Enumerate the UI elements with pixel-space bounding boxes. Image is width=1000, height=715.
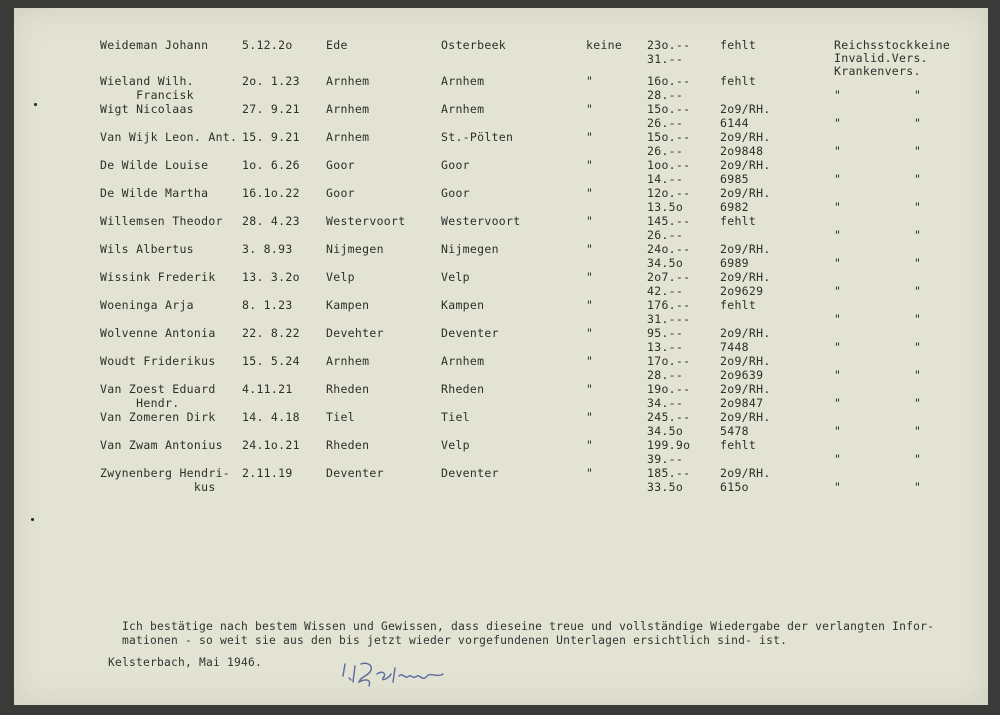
note-cell: ": [586, 438, 594, 452]
person-name: Wissink Frederik: [100, 270, 216, 284]
last-column: keine: [914, 38, 951, 52]
insurance: ": [834, 480, 842, 494]
birth-place: Goor: [326, 158, 355, 172]
amount: 1oo.--: [647, 158, 691, 172]
amount: 12o.--: [647, 186, 691, 200]
birth-place: Nijmegen: [326, 242, 384, 256]
reference: fehlt: [720, 38, 757, 52]
note-cell: ": [586, 410, 594, 424]
birth-date: 1o. 6.26: [242, 158, 300, 172]
last-column: ": [914, 340, 922, 354]
person-name: Wils Albertus: [100, 242, 194, 256]
paper-speck: [31, 518, 34, 521]
birth-date: 8. 1.23: [242, 298, 293, 312]
reference: fehlt: [720, 298, 757, 312]
note-cell: ": [586, 214, 594, 228]
birth-place: Deventer: [326, 466, 384, 480]
residence: St.-Pölten: [441, 130, 514, 144]
reference: 7448: [720, 340, 749, 354]
person-name: Wieland Wilh.: [100, 74, 194, 88]
person-name: De Wilde Louise: [100, 158, 209, 172]
insurance: ": [834, 172, 842, 186]
birth-date: 27. 9.21: [242, 102, 300, 116]
document-page: [14, 8, 988, 705]
insurance: ": [834, 368, 842, 382]
residence: Arnhem: [441, 102, 485, 116]
insurance: ": [834, 424, 842, 438]
amount: 19o.--: [647, 382, 691, 396]
birth-place: Arnhem: [326, 74, 370, 88]
residence: Osterbeek: [441, 38, 507, 52]
insurance: ": [834, 88, 842, 102]
birth-date: 15. 5.24: [242, 354, 300, 368]
birth-date: 28. 4.23: [242, 214, 300, 228]
birth-date: 15. 9.21: [242, 130, 300, 144]
insurance: Invalid.Vers.: [834, 51, 928, 65]
person-name: Van Wijk Leon. Ant.: [100, 130, 238, 144]
birth-date: 16.1o.22: [242, 186, 300, 200]
amount: 34.--: [647, 396, 684, 410]
residence: Westervoort: [441, 214, 521, 228]
note-cell: ": [586, 270, 594, 284]
last-column: ": [914, 480, 922, 494]
birth-place: Goor: [326, 186, 355, 200]
reference: 2o9639: [720, 368, 764, 382]
paper-speck: [34, 103, 37, 106]
birth-place: Arnhem: [326, 354, 370, 368]
amount: 31.--: [647, 52, 684, 66]
amount: 23o.--: [647, 38, 691, 52]
note-cell: keine: [586, 38, 623, 52]
person-name: Hendr.: [100, 396, 180, 410]
person-name: Van Zoest Eduard: [100, 382, 216, 396]
residence: Arnhem: [441, 354, 485, 368]
residence: Goor: [441, 158, 470, 172]
birth-place: Velp: [326, 270, 355, 284]
reference: 6985: [720, 172, 749, 186]
birth-date: 3. 8.93: [242, 242, 293, 256]
person-name: Francisk: [100, 88, 194, 102]
place-date: Kelsterbach, Mai 1946.: [108, 656, 263, 669]
reference: 5478: [720, 424, 749, 438]
reference: 2o9629: [720, 284, 764, 298]
amount: 26.--: [647, 116, 684, 130]
birth-date: 2.11.19: [242, 466, 293, 480]
note-cell: ": [586, 326, 594, 340]
amount: 16o.--: [647, 74, 691, 88]
amount: 15o.--: [647, 130, 691, 144]
reference: 2o9/RH.: [720, 382, 771, 396]
reference: fehlt: [720, 438, 757, 452]
insurance: ": [834, 396, 842, 410]
amount: 15o.--: [647, 102, 691, 116]
amount: 14.--: [647, 172, 684, 186]
reference: 2o9847: [720, 396, 764, 410]
amount: 13.--: [647, 340, 684, 354]
residence: Rheden: [441, 382, 485, 396]
residence: Nijmegen: [441, 242, 499, 256]
person-name: Weideman Johann: [100, 38, 209, 52]
birth-place: Tiel: [326, 410, 355, 424]
last-column: ": [914, 88, 922, 102]
birth-place: Westervoort: [326, 214, 406, 228]
birth-place: Arnhem: [326, 102, 370, 116]
person-name: kus: [100, 480, 216, 494]
amount: 2o7.--: [647, 270, 691, 284]
person-name: Wigt Nicolaas: [100, 102, 194, 116]
insurance: ": [834, 116, 842, 130]
insurance: Reichsstock: [834, 38, 914, 52]
residence: Goor: [441, 186, 470, 200]
amount: 28.--: [647, 368, 684, 382]
amount: 34.5o: [647, 256, 684, 270]
last-column: ": [914, 228, 922, 242]
insurance: ": [834, 452, 842, 466]
amount: 176.--: [647, 298, 691, 312]
birth-place: Rheden: [326, 438, 370, 452]
person-name: Willemsen Theodor: [100, 214, 223, 228]
reference: 2o9/RH.: [720, 130, 771, 144]
residence: Kampen: [441, 298, 485, 312]
residence: Velp: [441, 270, 470, 284]
insurance: Krankenvers.: [834, 64, 921, 78]
amount: 34.5o: [647, 424, 684, 438]
amount: 31.---: [647, 312, 691, 326]
last-column: ": [914, 256, 922, 270]
reference: fehlt: [720, 214, 757, 228]
reference: 6982: [720, 200, 749, 214]
reference: 2o9/RH.: [720, 354, 771, 368]
amount: 33.5o: [647, 480, 684, 494]
insurance: ": [834, 228, 842, 242]
amount: 39.--: [647, 452, 684, 466]
birth-date: 13. 3.2o: [242, 270, 300, 284]
person-name: Van Zwam Antonius: [100, 438, 223, 452]
note-cell: ": [586, 74, 594, 88]
note-cell: ": [586, 158, 594, 172]
reference: 2o9/RH.: [720, 242, 771, 256]
birth-place: Devehter: [326, 326, 384, 340]
certification-line-2: mationen - so weit sie aus den bis jetzt wieder vorgefundenen Unterlagen ersichtlich sind- ist.: [122, 634, 788, 647]
birth-date: 24.1o.21: [242, 438, 300, 452]
reference: 2o9848: [720, 144, 764, 158]
amount: 17o.--: [647, 354, 691, 368]
note-cell: ": [586, 186, 594, 200]
last-column: ": [914, 452, 922, 466]
last-column: ": [914, 284, 922, 298]
birth-place: Ede: [326, 38, 348, 52]
note-cell: ": [586, 354, 594, 368]
last-column: ": [914, 144, 922, 158]
birth-place: Arnhem: [326, 130, 370, 144]
reference: 2o9/RH.: [720, 186, 771, 200]
reference: 2o9/RH.: [720, 102, 771, 116]
amount: 185.--: [647, 466, 691, 480]
residence: Tiel: [441, 410, 470, 424]
signature-icon: [339, 656, 459, 690]
amount: 26.--: [647, 144, 684, 158]
amount: 95.--: [647, 326, 684, 340]
insurance: ": [834, 144, 842, 158]
last-column: ": [914, 368, 922, 382]
birth-place: Rheden: [326, 382, 370, 396]
reference: 2o9/RH.: [720, 466, 771, 480]
insurance: ": [834, 256, 842, 270]
birth-place: Kampen: [326, 298, 370, 312]
residence: Deventer: [441, 326, 499, 340]
reference: 6144: [720, 116, 749, 130]
person-name: Van Zomeren Dirk: [100, 410, 216, 424]
birth-date: 2o. 1.23: [242, 74, 300, 88]
residence: Deventer: [441, 466, 499, 480]
birth-date: 5.12.2o: [242, 38, 293, 52]
last-column: ": [914, 424, 922, 438]
reference: 2o9/RH.: [720, 326, 771, 340]
person-name: Woudt Friderikus: [100, 354, 216, 368]
birth-date: 4.11.21: [242, 382, 293, 396]
last-column: ": [914, 116, 922, 130]
residence: Velp: [441, 438, 470, 452]
reference: 615o: [720, 480, 749, 494]
reference: fehlt: [720, 74, 757, 88]
amount: 145.--: [647, 214, 691, 228]
amount: 24o.--: [647, 242, 691, 256]
insurance: ": [834, 284, 842, 298]
note-cell: ": [586, 382, 594, 396]
amount: 13.5o: [647, 200, 684, 214]
insurance: ": [834, 340, 842, 354]
note-cell: ": [586, 466, 594, 480]
last-column: ": [914, 396, 922, 410]
birth-date: 22. 8.22: [242, 326, 300, 340]
note-cell: ": [586, 130, 594, 144]
insurance: ": [834, 200, 842, 214]
amount: 199.9o: [647, 438, 691, 452]
person-name: Zwynenberg Hendri-: [100, 466, 231, 480]
person-name: Woeninga Arja: [100, 298, 194, 312]
amount: 42.--: [647, 284, 684, 298]
reference: 6989: [720, 256, 749, 270]
amount: 245.--: [647, 410, 691, 424]
last-column: ": [914, 200, 922, 214]
last-column: ": [914, 312, 922, 326]
reference: 2o9/RH.: [720, 270, 771, 284]
note-cell: ": [586, 242, 594, 256]
residence: Arnhem: [441, 74, 485, 88]
certification-line-1: Ich bestätige nach bestem Wissen und Gewissen, dass dieseine treue und vollständige Wiedergabe der verlangten Infor-: [122, 620, 935, 633]
person-name: De Wilde Martha: [100, 186, 209, 200]
note-cell: ": [586, 102, 594, 116]
insurance: ": [834, 312, 842, 326]
reference: 2o9/RH.: [720, 410, 771, 424]
note-cell: ": [586, 298, 594, 312]
last-column: ": [914, 172, 922, 186]
amount: 26.--: [647, 228, 684, 242]
amount: 28.--: [647, 88, 684, 102]
birth-date: 14. 4.18: [242, 410, 300, 424]
person-name: Wolvenne Antonia: [100, 326, 216, 340]
reference: 2o9/RH.: [720, 158, 771, 172]
